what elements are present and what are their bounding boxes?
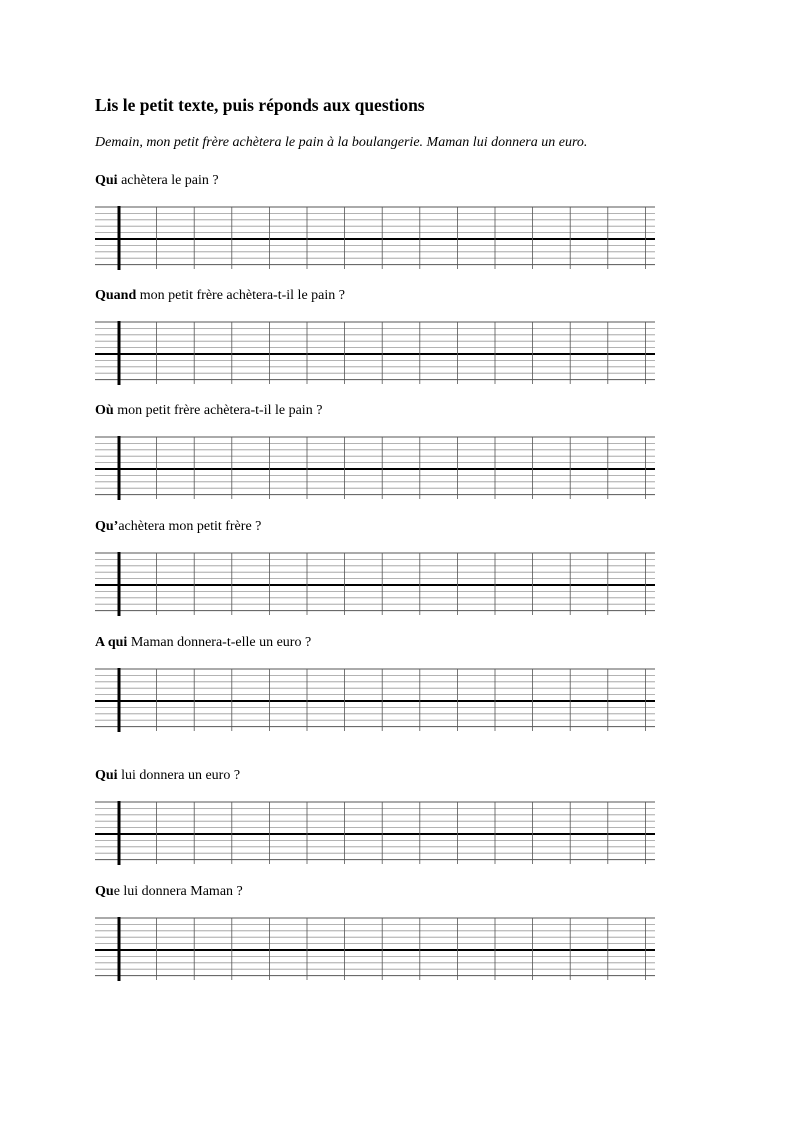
page-title: Lis le petit texte, puis réponds aux questions [95,95,425,115]
ruled-grid [95,668,655,732]
answer-lines-2[interactable] [95,321,655,385]
question-3 [95,403,322,419]
question-text: achètera mon petit frère ? [118,519,262,534]
ruled-grid [95,321,655,385]
answer-lines-3[interactable] [95,436,655,500]
ruled-grid [95,436,655,500]
question-2 [95,288,345,304]
question-7 [95,884,243,900]
question-4 [95,519,261,535]
question-text: Maman donnera-t-elle un euro ? [127,635,312,650]
question-keyword: Où [95,403,114,418]
intro-text: Demain, mon petit frère achètera le pain à la boulangerie. Maman lui donnera un euro. [95,135,588,150]
question-keyword: Qu’ [95,519,119,534]
question-1 [95,173,219,189]
question-text: lui donnera un euro ? [117,768,241,783]
answer-lines-7[interactable] [95,917,655,981]
ruled-grid [95,801,655,865]
ruled-grid [95,552,655,616]
question-text: mon petit frère achètera-t-il le pain ? [113,403,323,418]
question-keyword: A qui [95,635,128,650]
question-text: achètera le pain ? [117,173,219,188]
ruled-grid [95,206,655,270]
answer-lines-5[interactable] [95,668,655,732]
answer-lines-6[interactable] [95,801,655,865]
question-text: e lui donnera Maman ? [113,884,243,899]
question-keyword: Quand [95,288,137,303]
answer-lines-1[interactable] [95,206,655,270]
question-keyword: Qu [95,884,114,899]
question-5 [95,635,311,651]
question-text: mon petit frère achètera-t-il le pain ? [136,288,345,303]
ruled-grid [95,917,655,981]
question-6 [95,768,240,784]
question-keyword: Qui [95,768,118,783]
answer-lines-4[interactable] [95,552,655,616]
question-keyword: Qui [95,173,118,188]
